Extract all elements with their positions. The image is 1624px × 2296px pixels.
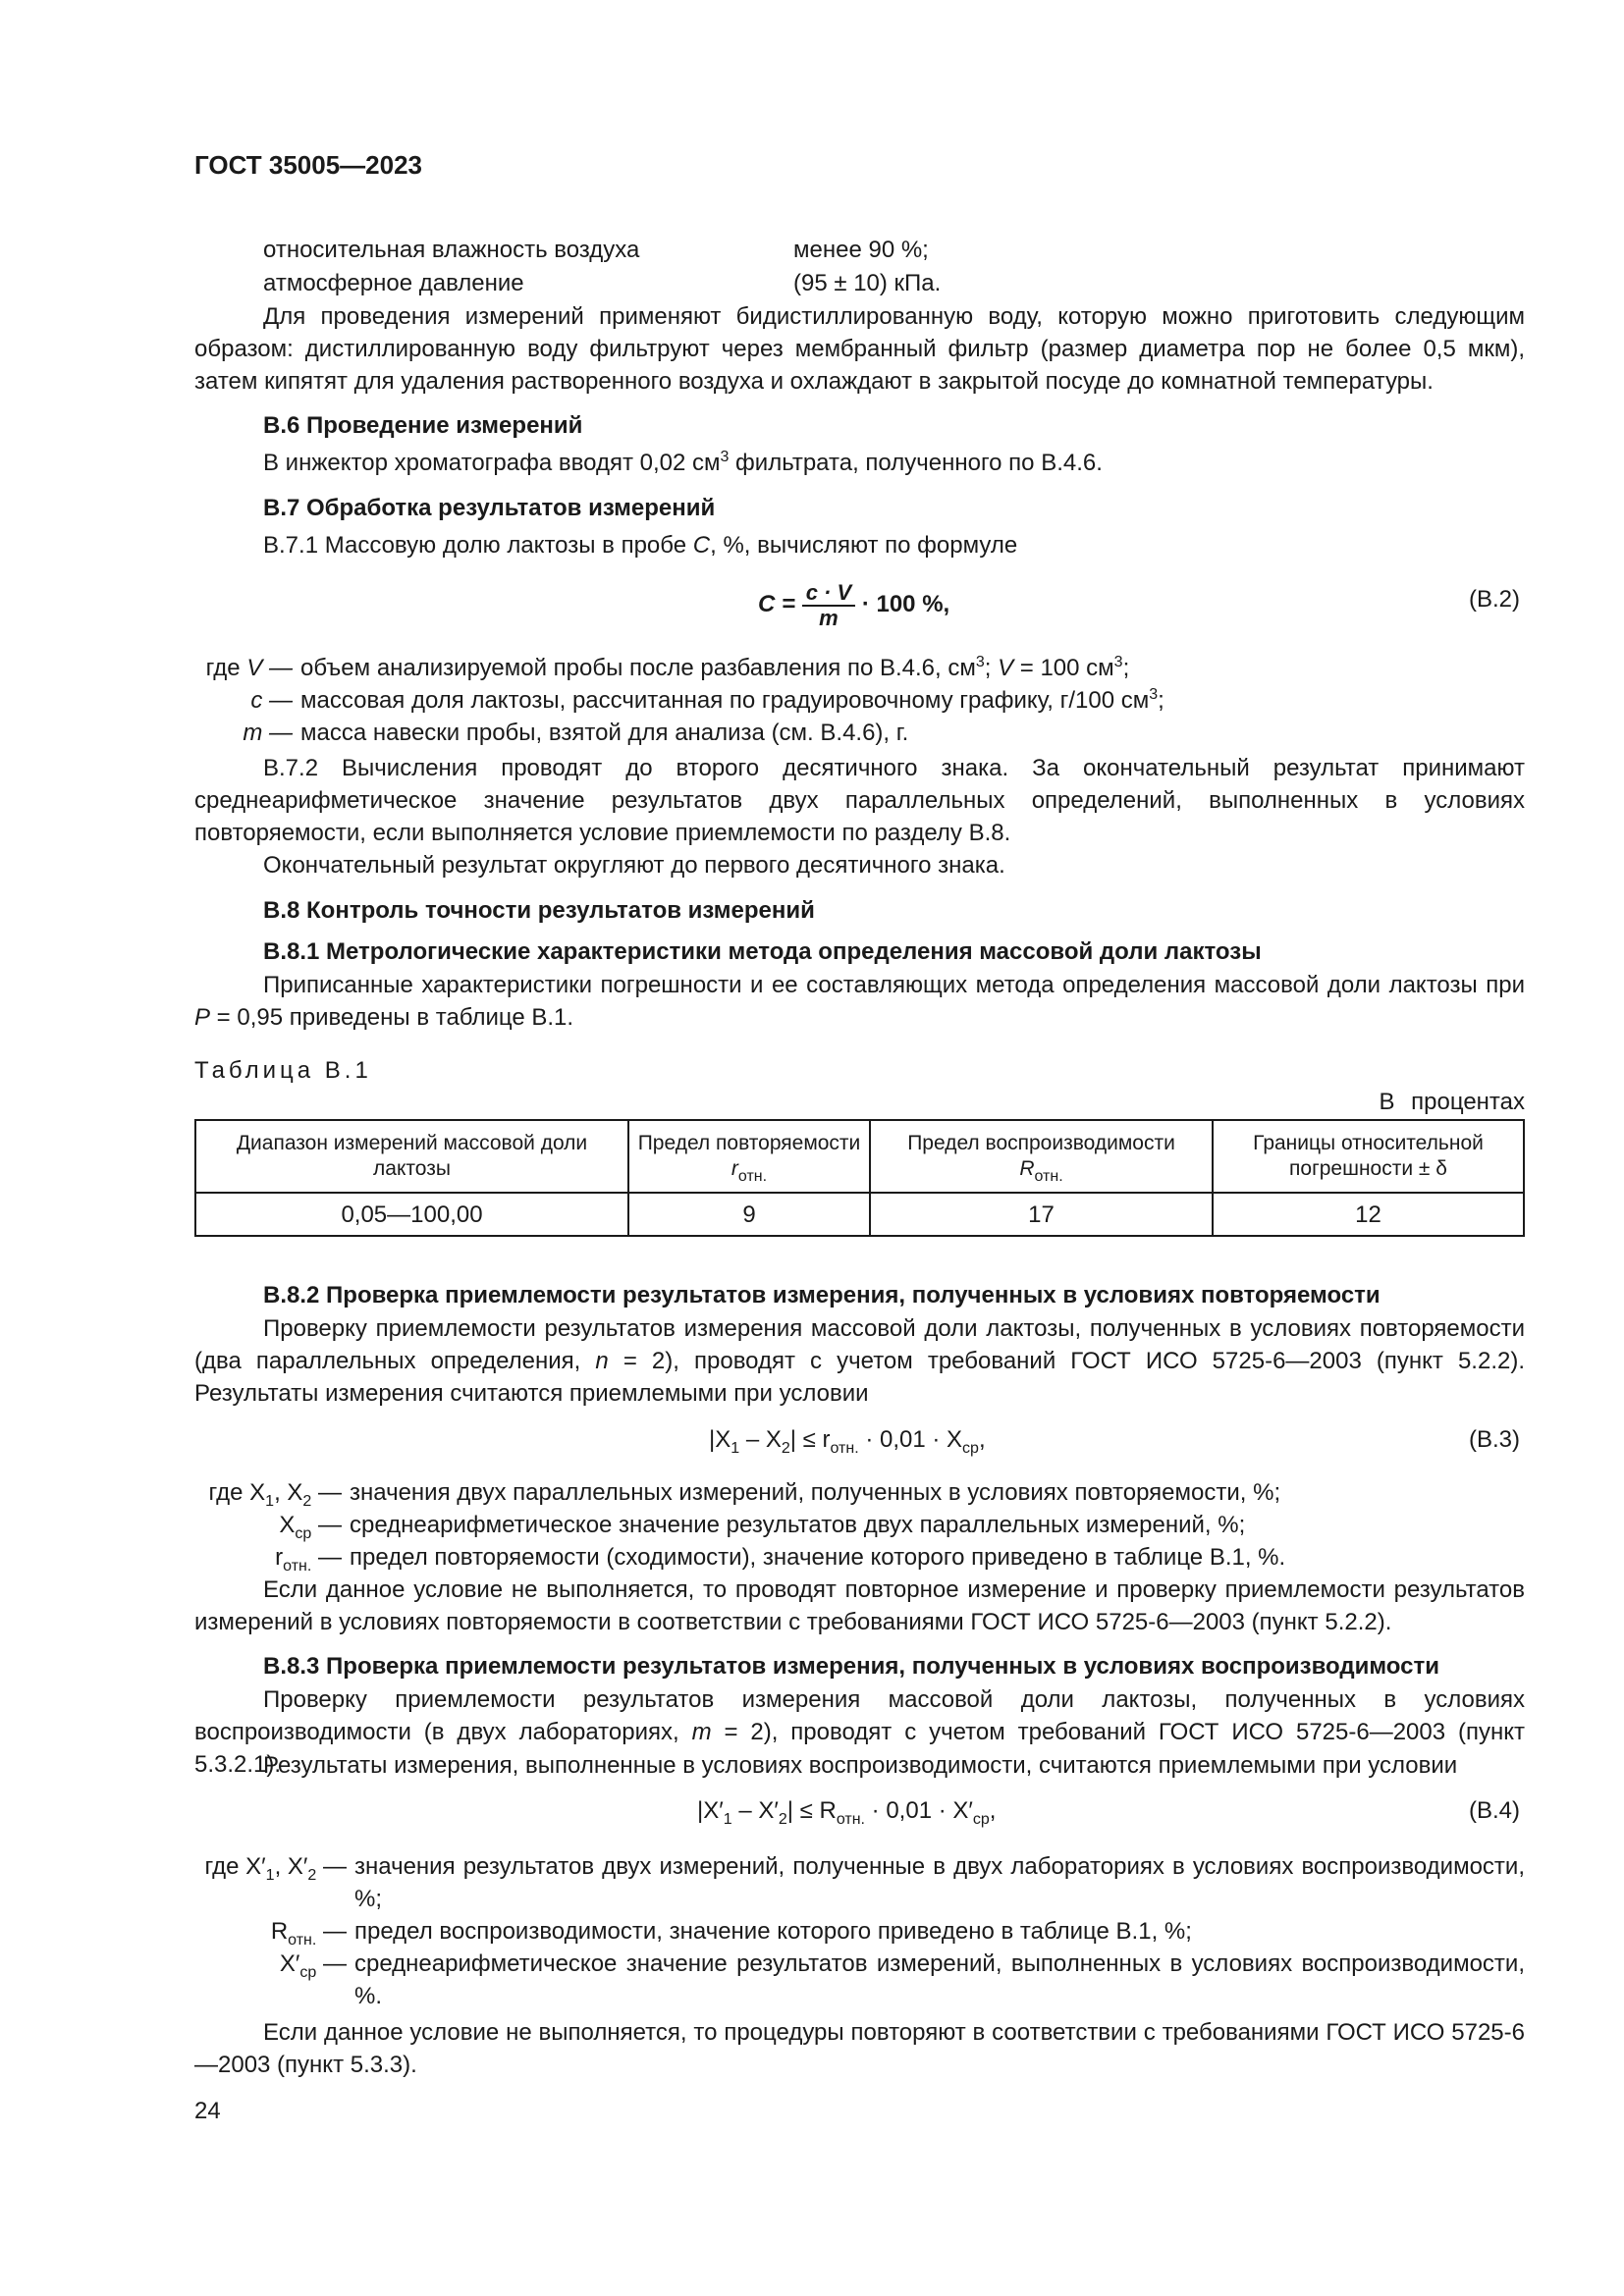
def-desc-v: объем анализируемой пробы после разбавления по В.4.6, $см^3$; V = 100 $см^3$; — [300, 654, 1130, 681]
table-header-reproducibility: Предел воспроизводимости $R_{отн.}$ — [870, 1120, 1213, 1193]
section-b7-1-text: В.7.1 Массовую долю лактозы в пробе C, %, вычисляют по формуле — [263, 532, 1018, 559]
formula-b3: $|X_1 - X_2| \le r_{отн.} \cdot 0,01 \cdot X_{ср}$, — [709, 1426, 986, 1457]
section-b8-3-condition: Результаты измерения, выполненные в условиях воспроизводимости, считаются приемлемыми при условии — [263, 1752, 1458, 1779]
def-desc-m: масса навески пробы, взятой для анализа (см. В.4.6), г. — [300, 720, 909, 746]
condition-label-humidity: относительная влажность воздуха — [263, 237, 640, 263]
table-cell-range: 0,05—100,00 — [195, 1193, 628, 1236]
table-header-error: Границы относительной погрешности ± δ — [1213, 1120, 1524, 1193]
page-number: 24 — [194, 2098, 221, 2124]
table-b1 — [194, 1119, 1525, 1237]
table-caption: Таблица В.1 — [194, 1057, 372, 1084]
def-term-v: где V — — [205, 655, 293, 681]
table-header-range: Диапазон измерений массовой доли лактозы — [195, 1120, 628, 1193]
water-paragraph: Для проведения измерений применяют бидистиллированную воду, которую можно приготовить следующим образом: дистиллированную воду фильтруют через мембранный фильтр (размер диаметра пор не более 0,5 мкм), затем кипятят для удаления растворенного воздуха и охлаждают в закрытой посуде до комнатной температуры. — [194, 303, 1525, 395]
section-b8-heading: В.8 Контроль точности результатов измерений — [263, 897, 815, 924]
section-b8-1-text: Приписанные характеристики погрешности и ее составляющих метода определения массовой доли лактозы при P = 0,95 приведены в таблице В.1. — [194, 972, 1525, 1031]
definitions-b3 — [194, 1476, 1525, 1574]
formula-b2-label: (В.2) — [1469, 586, 1521, 613]
section-b8-1-heading: В.8.1 Метрологические характеристики метода определения массовой доли лактозы — [263, 938, 1262, 965]
formula-b2: C = $\frac{c \cdot V}{m}$ · 100 %, — [758, 579, 950, 630]
condition-value-pressure: (95 ± 10) кПа. — [793, 270, 942, 296]
def-term-c: c — — [250, 687, 293, 714]
section-b8-2-text: Проверку приемлемости результатов измерения массовой доли лактозы, полученных в условиях повторяемости (два параллельных определения, n = 2), проводят с учетом требований ГОСТ ИСО 5725-6—2003 (пункт 5.2.2). Результаты измерения считаются приемлемыми при условии — [194, 1315, 1525, 1407]
section-b8-2-fail-text: Если данное условие не выполняется, то проводят повторное измерение и проверку приемлемости результатов измерений в условиях повторяемости в соответствии с требованиями ГОСТ ИСО 5725-6—2003 (пункт 5.2.2). — [194, 1576, 1525, 1635]
condition-label-pressure: атмосферное давление — [263, 270, 524, 296]
table-cell-error: 12 — [1213, 1193, 1524, 1236]
document-header: ГОСТ 35005—2023 — [194, 150, 422, 180]
def-term-xcp: $X_{ср}$ — — [279, 1512, 342, 1542]
def-term-m: m — — [243, 720, 293, 746]
formula-b3-label: (В.3) — [1469, 1426, 1521, 1453]
table-cell-repeatability: 9 — [628, 1193, 870, 1236]
section-b6-text: В инжектор хроматографа вводят 0,02 $см^3$ фильтрата, полученного по В.4.6. — [263, 449, 1103, 476]
section-b8-2-heading: В.8.2 Проверка приемлемости результатов измерения, полученных в условиях повторяемости — [263, 1282, 1380, 1308]
section-b8-3-text: Проверку приемлемости результатов измерения массовой доли лактозы, полученных в условиях воспроизводимости (в двух лабораториях, m = 2), проводят с учетом требований ГОСТ ИСО 5725-6—2003 (пункт 5.3.2.1). — [194, 1686, 1525, 1778]
def-term-rotn: $R_{отн.}$ — — [270, 1918, 347, 1949]
def-desc-xcp-prime: среднеарифметическое значение результатов измерений, выполненных в условиях воспроизводимости, %. — [354, 1950, 1525, 2009]
def-term-x1p-x2p: где $X'_1$, $X'_2$ — — [204, 1853, 347, 1884]
formula-b4-label: (В.4) — [1469, 1797, 1521, 1824]
def-desc-x1p-x2p: значения результатов двух измерений, полученные в двух лабораториях в условиях воспроизводимости, %; — [354, 1853, 1525, 1912]
section-b7-heading: В.7 Обработка результатов измерений — [263, 495, 716, 521]
formula-b4: $|X'_1 - X'_2| \le R_{отн.} \cdot 0,01 \cdot X'_{ср}$, — [697, 1797, 997, 1828]
table-cell-reproducibility: 17 — [870, 1193, 1213, 1236]
def-desc-r: предел повторяемости (сходимости), значение которого приведено в таблице В.1, %. — [350, 1544, 1286, 1571]
section-b7-2-text: В.7.2 Вычисления проводят до второго десятичного знака. За окончательный результат принимают среднеарифметическое значение результатов двух параллельных определений, выполненных в условиях повторяемости, если выполняется условие приемлемости по разделу В.8. — [194, 755, 1525, 846]
section-b7-rounding: Окончательный результат округляют до первого десятичного знака. — [263, 852, 1005, 879]
definitions-b4 — [194, 1850, 1525, 2012]
table-row — [195, 1193, 1524, 1236]
table-header-repeatability: Предел повторяемости $r_{отн.}$ — [628, 1120, 870, 1193]
def-term-x1-x2: где $X_1$, $X_2$ — — [208, 1479, 342, 1510]
def-desc-xcp: среднеарифметическое значение результатов двух параллельных измерений, %; — [350, 1512, 1246, 1538]
def-desc-c: массовая доля лактозы, рассчитанная по градуировочному графику, г/100 $см^3$; — [300, 686, 1164, 714]
def-desc-x1-x2: значения двух параллельных измерений, полученных в условиях повторяемости, %; — [350, 1479, 1281, 1506]
def-term-xcp-prime: $X'_{ср}$ — — [279, 1950, 347, 1981]
section-b8-3-fail-text: Если данное условие не выполняется, то процедуры повторяют в соответствии с требованиями ГОСТ ИСО 5725-6—2003 (пункт 5.3.3). — [194, 2019, 1525, 2078]
condition-value-humidity: менее 90 %; — [793, 237, 929, 263]
section-b6-heading: В.6 Проведение измерений — [263, 412, 583, 439]
def-desc-rotn: предел воспроизводимости, значение которого приведено в таблице В.1, %; — [354, 1918, 1192, 1945]
definitions-b2 — [194, 652, 1525, 749]
section-b8-3-heading: В.8.3 Проверка приемлемости результатов измерения, полученных в условиях воспроизводимости — [263, 1653, 1439, 1680]
def-term-r: $r_{отн.}$ — — [275, 1544, 342, 1575]
table-unit: В процентах — [1379, 1089, 1525, 1115]
